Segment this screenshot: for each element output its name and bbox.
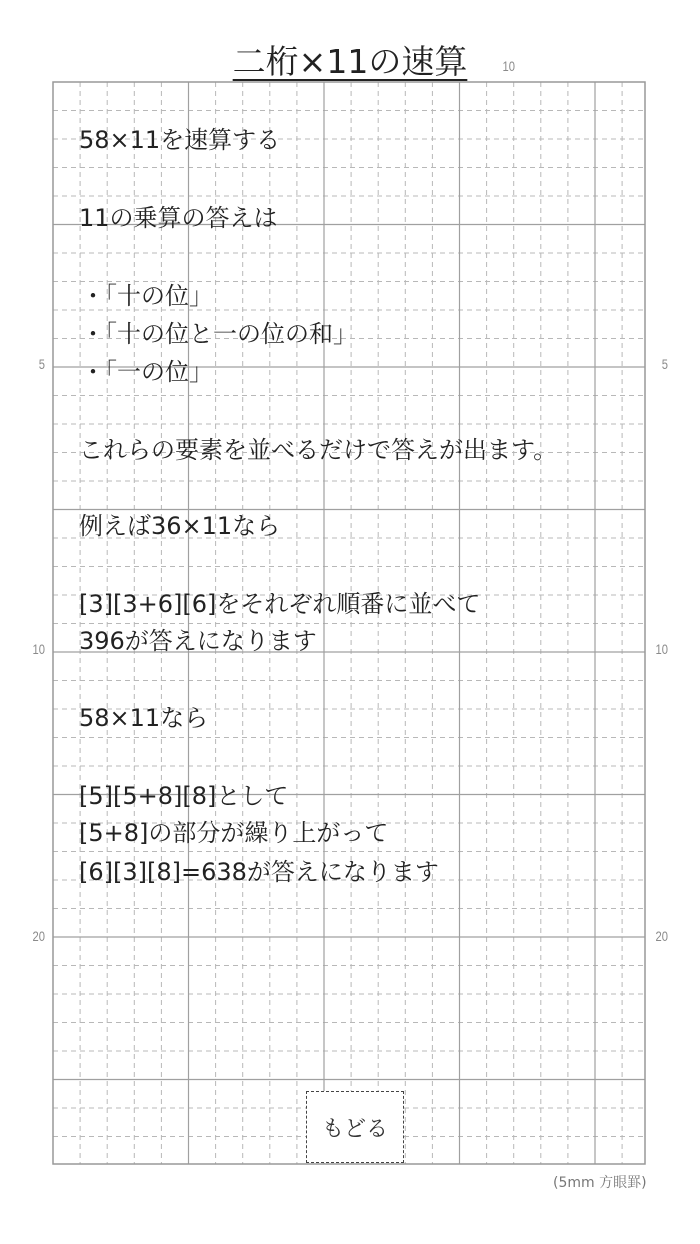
example-step-line: [3][3+6][6]をそれぞれ順番に並べて bbox=[79, 590, 481, 618]
bullet-tens-line: ・「十の位」 bbox=[81, 282, 213, 310]
summary-line: これらの要素を並べるだけで答えが出ます。 bbox=[79, 436, 558, 464]
margin-number-left-20: 20 bbox=[32, 928, 46, 944]
bullet-ones-line: ・「一の位」 bbox=[81, 358, 213, 386]
margin-number-left-5: 5 bbox=[38, 356, 46, 372]
back-button-label: もどる bbox=[321, 1116, 388, 1142]
problem-result-line: [6][3][8]=638が答えになります bbox=[79, 858, 439, 886]
problem-heading-line: 58×11なら bbox=[79, 704, 209, 732]
margin-number-right-20: 20 bbox=[655, 928, 669, 944]
problem-step-line: [5][5+8][8]として bbox=[79, 782, 289, 810]
page-title-text: 二桁×11の速算 bbox=[232, 42, 468, 81]
example-result-line: 396が答えになります bbox=[79, 627, 317, 655]
margin-number-right-10: 10 bbox=[655, 641, 669, 657]
margin-number-top: 10 bbox=[502, 58, 516, 74]
margin-number-right-5: 5 bbox=[661, 356, 669, 372]
problem-carry-line: [5+8]の部分が繰り上がって bbox=[79, 819, 389, 847]
margin-number-left-10: 10 bbox=[32, 641, 46, 657]
bullet-sum-line: ・「十の位と一の位の和」 bbox=[81, 320, 357, 348]
rule-heading-line: 11の乗算の答えは bbox=[79, 204, 278, 232]
back-button[interactable] bbox=[306, 1091, 404, 1163]
paper-spec-footnote: (5mm 方眼罫) bbox=[553, 1175, 647, 1191]
example-heading-line: 例えば36×11なら bbox=[79, 512, 281, 540]
intro-line: 58×11を速算する bbox=[79, 126, 281, 154]
